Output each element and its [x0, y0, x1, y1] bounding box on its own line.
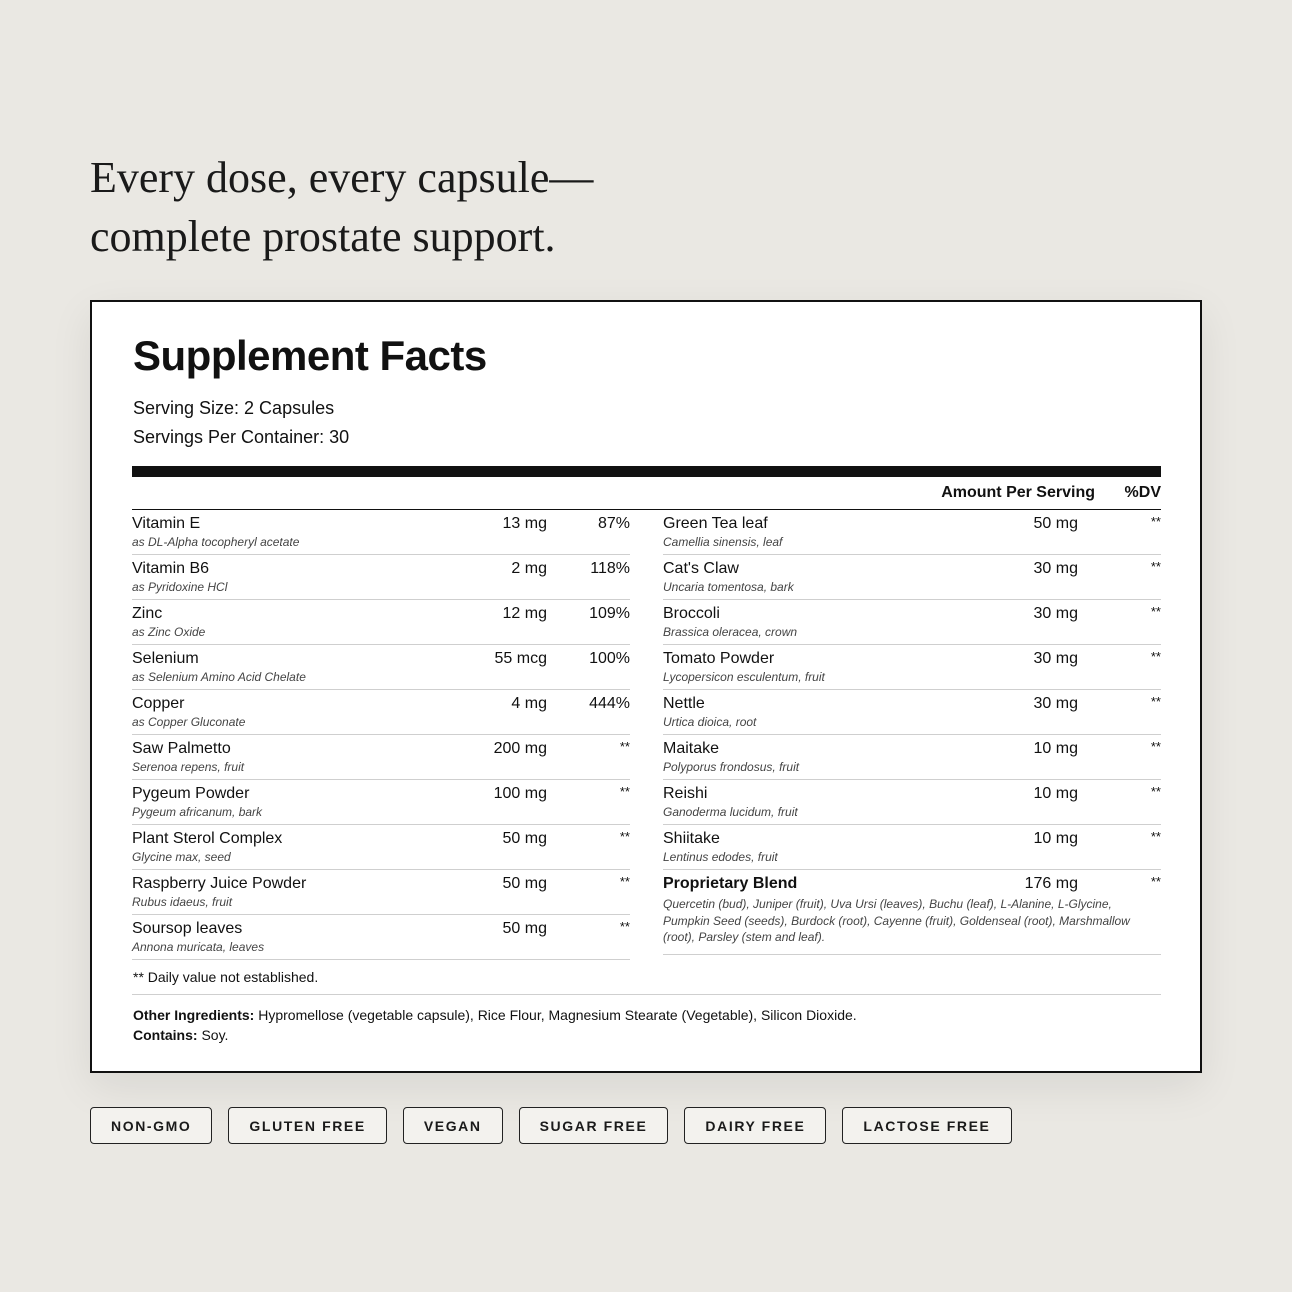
nutrient-amount: 200 mg — [493, 740, 547, 757]
nutrient-row — [132, 645, 630, 690]
nutrient-row — [132, 735, 630, 780]
nutrient-column-left — [132, 510, 630, 960]
nutrient-dv: ** — [1150, 514, 1161, 529]
nutrient-dv: ** — [1150, 874, 1161, 889]
serving-size: Serving Size: 2 Capsules — [133, 398, 335, 418]
column-header-amount: Amount Per Serving — [941, 484, 1095, 501]
other-ingredients — [133, 1007, 857, 1023]
nutrient-dv: ** — [1150, 829, 1161, 844]
nutrient-row — [663, 690, 1161, 735]
nutrient-source: Glycine max, seed — [132, 850, 231, 864]
nutrient-name: Maitake — [663, 740, 720, 757]
nutrient-column-right — [663, 510, 1161, 955]
nutrient-amount: 50 mg — [502, 920, 547, 937]
nutrient-row — [663, 555, 1161, 600]
nutrient-source: Serenoa repens, fruit — [132, 760, 245, 774]
nutrient-dv: ** — [1150, 784, 1161, 799]
nutrient-name: Soursop leaves — [132, 920, 243, 937]
nutrient-dv: ** — [1150, 739, 1161, 754]
nutrient-source: as DL-Alpha tocopheryl acetate — [132, 535, 300, 549]
nutrient-dv: 100% — [589, 650, 630, 667]
nutrient-name: Pygeum Powder — [132, 785, 250, 802]
nutrient-amount: 10 mg — [1033, 830, 1078, 847]
nutrient-source: Lentinus edodes, fruit — [663, 850, 778, 864]
proprietary-blend-row — [663, 870, 1161, 955]
nutrient-name: Vitamin E — [132, 515, 201, 532]
nutrient-amount: 10 mg — [1033, 785, 1078, 802]
thick-divider — [132, 466, 1161, 477]
nutrient-row — [132, 780, 630, 825]
nutrient-dv: ** — [619, 919, 630, 934]
nutrient-row — [663, 735, 1161, 780]
nutrient-name: Vitamin B6 — [132, 560, 210, 577]
nutrient-dv: 444% — [589, 695, 630, 712]
nutrient-dv: 118% — [590, 560, 630, 577]
nutrient-source: Ganoderma lucidum, fruit — [663, 805, 798, 819]
other-ingredients-text: Hypromellose (vegetable capsule), Rice Flour, Magnesium Stearate (Vegetable), Silicon Dioxide. — [254, 1007, 857, 1023]
badge-sugar-free: SUGAR FREE — [519, 1107, 669, 1144]
facts-title: Supplement Facts — [133, 332, 487, 379]
nutrient-source: as Pyridoxine HCl — [132, 580, 228, 594]
nutrient-row — [132, 870, 630, 915]
nutrient-name: Green Tea leaf — [663, 515, 768, 532]
nutrient-row — [132, 555, 630, 600]
nutrient-amount: 55 mcg — [494, 650, 547, 667]
contains-allergens — [133, 1027, 228, 1043]
nutrient-row — [132, 825, 630, 870]
nutrient-row — [132, 600, 630, 645]
badge-non-gmo: NON-GMO — [90, 1107, 212, 1144]
nutrient-dv: ** — [1150, 694, 1161, 709]
supplement-facts-panel — [90, 300, 1202, 1073]
badge-lactose-free: LACTOSE FREE — [842, 1107, 1011, 1144]
nutrient-amount: 10 mg — [1033, 740, 1078, 757]
headline — [90, 148, 593, 266]
nutrient-amount: 100 mg — [493, 785, 547, 802]
nutrient-amount: 30 mg — [1033, 605, 1078, 622]
other-ingredients-label: Other Ingredients: — [133, 1007, 255, 1023]
nutrient-dv: ** — [619, 874, 630, 889]
nutrient-dv: 87% — [597, 515, 630, 532]
nutrient-row — [663, 645, 1161, 690]
nutrient-name: Copper — [132, 695, 185, 712]
nutrient-source: as Copper Gluconate — [132, 715, 246, 729]
nutrient-dv: 109% — [589, 605, 630, 622]
nutrient-source: Uncaria tomentosa, bark — [663, 580, 794, 594]
nutrient-dv: ** — [1150, 649, 1161, 664]
nutrient-name: Raspberry Juice Powder — [132, 875, 307, 892]
headline-line-2: complete prostate support. — [90, 212, 556, 261]
nutrient-row — [663, 825, 1161, 870]
nutrient-name: Proprietary Blend — [663, 875, 798, 892]
badge-gluten-free: GLUTEN FREE — [228, 1107, 386, 1144]
footer-divider — [132, 994, 1161, 995]
nutrient-source: Polyporus frondosus, fruit — [663, 760, 800, 774]
nutrient-name: Zinc — [132, 605, 163, 622]
nutrient-amount: 50 mg — [502, 830, 547, 847]
nutrient-row — [663, 600, 1161, 645]
nutrient-amount: 4 mg — [511, 695, 547, 712]
nutrient-amount: 30 mg — [1033, 650, 1078, 667]
nutrient-dv: ** — [619, 739, 630, 754]
nutrient-row — [132, 510, 630, 555]
nutrient-amount: 50 mg — [502, 875, 547, 892]
nutrient-source: Pygeum africanum, bark — [132, 805, 263, 819]
nutrient-amount: 30 mg — [1033, 560, 1078, 577]
nutrient-amount: 30 mg — [1033, 695, 1078, 712]
nutrient-name: Reishi — [663, 785, 708, 802]
servings-per-container: Servings Per Container: 30 — [133, 427, 350, 447]
nutrient-source: Quercetin (bud), Juniper (fruit), Uva Ursi (leaves), Buchu (leaf), L-Alanine, L-Glycine, Pumpkin Seed (seeds), Burdock (root), Cayenne (fruit), Goldenseal (root), Marshmallow (root), Parsley (stem and leaf). — [663, 897, 1130, 944]
nutrient-row — [663, 780, 1161, 825]
nutrient-source: as Selenium Amino Acid Chelate — [132, 670, 306, 684]
headline-line-1: Every dose, every capsule— — [90, 153, 594, 202]
contains-text: Soy. — [197, 1027, 229, 1043]
badge-dairy-free: DAIRY FREE — [684, 1107, 826, 1144]
nutrient-source: as Zinc Oxide — [132, 625, 206, 639]
nutrient-amount: 2 mg — [511, 560, 547, 577]
nutrient-amount: 50 mg — [1033, 515, 1078, 532]
nutrient-row — [663, 510, 1161, 555]
nutrient-name: Selenium — [132, 650, 199, 667]
nutrient-source: Annona muricata, leaves — [132, 940, 265, 954]
nutrient-amount: 12 mg — [502, 605, 547, 622]
diet-badges — [90, 1107, 1012, 1144]
nutrient-dv: ** — [1150, 604, 1161, 619]
nutrient-name: Shiitake — [663, 830, 720, 847]
badge-vegan: VEGAN — [403, 1107, 503, 1144]
nutrient-name: Cat's Claw — [663, 560, 739, 577]
nutrient-source: Urtica dioica, root — [663, 715, 757, 729]
contains-label: Contains: — [133, 1027, 198, 1043]
nutrient-source: Camellia sinensis, leaf — [663, 535, 783, 549]
nutrient-dv: ** — [1150, 559, 1161, 574]
nutrient-row — [132, 915, 630, 960]
nutrient-name: Saw Palmetto — [132, 740, 231, 757]
nutrient-source: Rubus idaeus, fruit — [132, 895, 233, 909]
nutrient-dv: ** — [619, 829, 630, 844]
nutrient-row — [132, 690, 630, 735]
nutrient-source: Lycopersicon esculentum, fruit — [663, 670, 825, 684]
nutrient-name: Nettle — [663, 695, 705, 712]
column-header-dv: %DV — [1124, 484, 1161, 501]
nutrient-amount: 176 mg — [1024, 875, 1078, 892]
nutrient-dv: ** — [619, 784, 630, 799]
nutrient-name: Plant Sterol Complex — [132, 830, 283, 847]
nutrient-name: Broccoli — [663, 605, 720, 622]
daily-value-footnote: ** Daily value not established. — [133, 969, 319, 985]
nutrient-name: Tomato Powder — [663, 650, 775, 667]
nutrient-source: Brassica oleracea, crown — [663, 625, 798, 639]
nutrient-amount: 13 mg — [502, 515, 547, 532]
